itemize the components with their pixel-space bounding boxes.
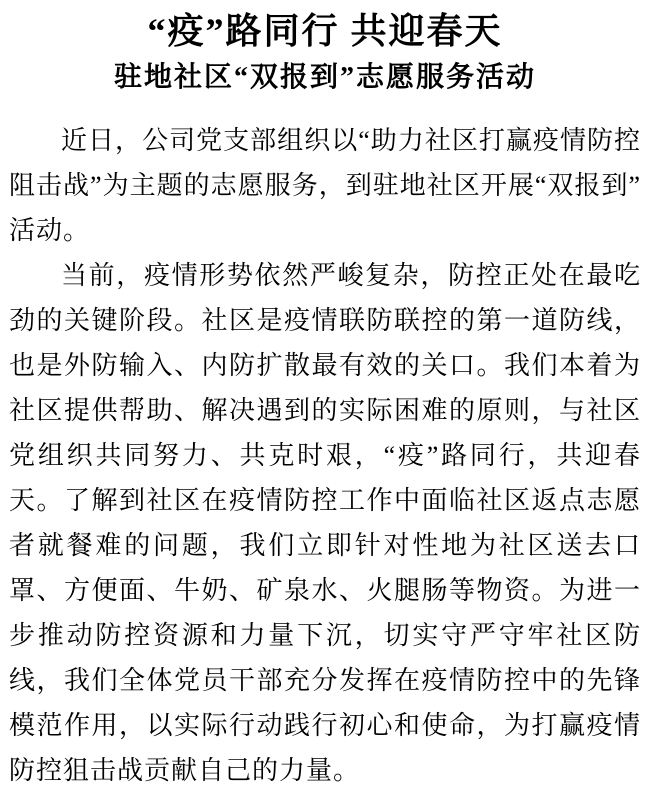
document-title: “疫”路同行 共迎春天 <box>147 11 503 51</box>
document-subtitle: 驻地社区“双报到”志愿服务活动 <box>113 62 536 93</box>
paragraph: 近日，公司党支部组织以“助力社区打赢疫情防控阻击战”为主题的志愿服务，到驻地社区开展“双报到”活动。 <box>9 126 641 245</box>
paragraph: 当前，疫情形势依然严峻复杂，防控正处在最吃劲的关键阶段。社区是疫情联防联控的第一道防线，也是外防输入、内防扩散最有效的关口。我们本着为社区提供帮助、解决遇到的实际困难的原则，与社区党组织共同努力、共克时艰，“疫”路同行，共迎春天。了解到社区在疫情防控工作中面临社区返点志愿者就餐难的问题，我们立即针对性地为社区送去口罩、方便面、牛奶、矿泉水、火腿肠等物资。为进一步推动防控资源和力量下沉，切实守严守牢社区防线，我们全体党员干部充分发挥在疫情防控中的先锋模范作用，以实际行动践行初心和使命，为打赢疫情防控狙击战贡献自己的力量。 <box>9 261 641 785</box>
document-body <box>9 118 641 793</box>
